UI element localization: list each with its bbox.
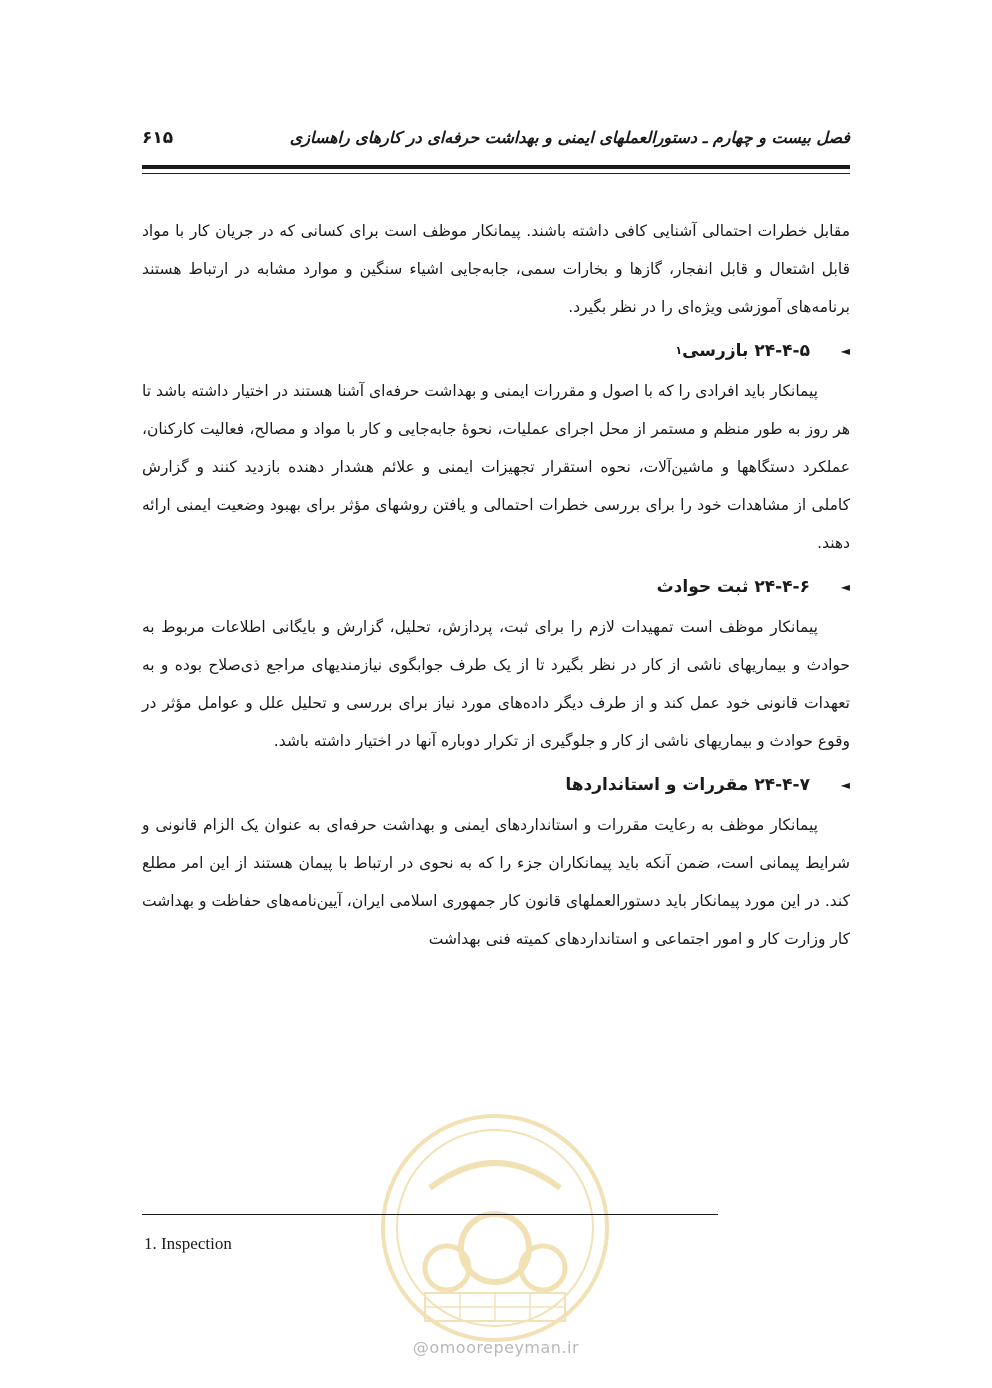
section-number: ۲۴-۴-۶ — [754, 577, 810, 597]
bullet-arrow-icon: ◄ — [840, 580, 850, 594]
footnote: 1. Inspection — [144, 1234, 232, 1253]
section-title: ثبت حوادث — [656, 577, 749, 597]
header-rule-thick — [142, 165, 850, 169]
paragraph-standards: پیمانکار موظف به رعایت مقررات و استانداردهای ایمنی و بهداشت حرفه‌ای به عنوان یک الزام قانونی و شرایط پیمانی است، ضمن آنکه باید پیمانکاران جزء را که به نحوی در ارتباط با پیمان هستند از این امر مطلع کند. در این مورد پیمانکار باید دستورالعملهای قانون کار جمهوری اسلامی ایران، آیین‌نامه‌های حفاظت و بهداشت کار وزارت کار و امور اجتماعی و استانداردهای کمیته فنی بهداشت — [142, 816, 850, 948]
bullet-arrow-icon: ◄ — [840, 344, 850, 358]
body-text — [142, 212, 850, 958]
section-heading-standards — [142, 764, 850, 806]
section-heading-inspection — [142, 330, 850, 372]
paragraph-continuation: مقابل خطرات احتمالی آشنایی کافی داشته باشند. پیمانکار موظف است برای کسانی که در جریان کار با مواد قابل اشتعال و قابل انفجار، گازها و بخارات سمی، جابه‌جایی اشیاء سنگین و موارد مشابه در ارتباط هستند برنامه‌های آموزشی ویژه‌ای را در نظر بگیرد. — [142, 222, 850, 316]
watermark-url: @omoorepeyman.ir — [412, 1338, 580, 1357]
header-rule-thin — [142, 173, 850, 174]
running-header — [142, 128, 850, 168]
paragraph-accidents: پیمانکار موظف است تمهیدات لازم را برای ثبت، پردازش، تحلیل، گزارش و بایگانی اطلاعات مربوط به حوادث و بیماریهای ناشی از کار در نظر بگیرد تا از یک طرف جوابگوی نیازمندیهای مراجع ذی‌صلاح بوده و به تعهدات قانونی خود عمل کند و از طرف دیگر داده‌های مورد نیاز برای بررسی و تحلیل علل و عوامل مؤثر در وقوع حوادث و بیماریهای ناشی از کار و جلوگیری از تکرار دوباره آنها در اختیار داشته باشد. — [142, 618, 850, 750]
paragraph-inspection: پیمانکار باید افرادی را که با اصول و مقررات ایمنی و بهداشت حرفه‌ای آشنا هستند در اختیار داشته باشد تا هر روز به طور منظم و مستمر از محل اجرای عملیات، نحوهٔ جابه‌جایی و کار با مواد و مصالح، فعالیت کارکنان، عملکرد دستگاهها و ماشین‌آلات، نحوه استقرار تجهیزات ایمنی و علائم هشدار دهنده بازدید کنند و گزارش کاملی از مشاهدات خود را برای بررسی خطرات احتمالی و یافتن روشهای مؤثر برای بهبود وضعیت ایمنی ارائه دهند. — [142, 382, 850, 552]
watermark-seal-icon — [375, 1108, 615, 1348]
bullet-arrow-icon: ◄ — [840, 778, 850, 792]
section-number: ۲۴-۴-۵ — [754, 341, 810, 361]
section-heading-accidents — [142, 566, 850, 608]
chapter-title: فصل بیست و چهارم ـ دستورالعملهای ایمنی و بهداشت حرفه‌ای در کارهای راهسازی — [289, 128, 850, 147]
section-title: مقررات و استانداردها — [565, 775, 749, 795]
section-number: ۲۴-۴-۷ — [754, 775, 810, 795]
section-title: بازرسی — [682, 341, 749, 361]
footnote-divider — [142, 1214, 718, 1215]
footnote-ref: ۱ — [675, 344, 683, 357]
page-number: ۶۱۵ — [142, 128, 174, 148]
